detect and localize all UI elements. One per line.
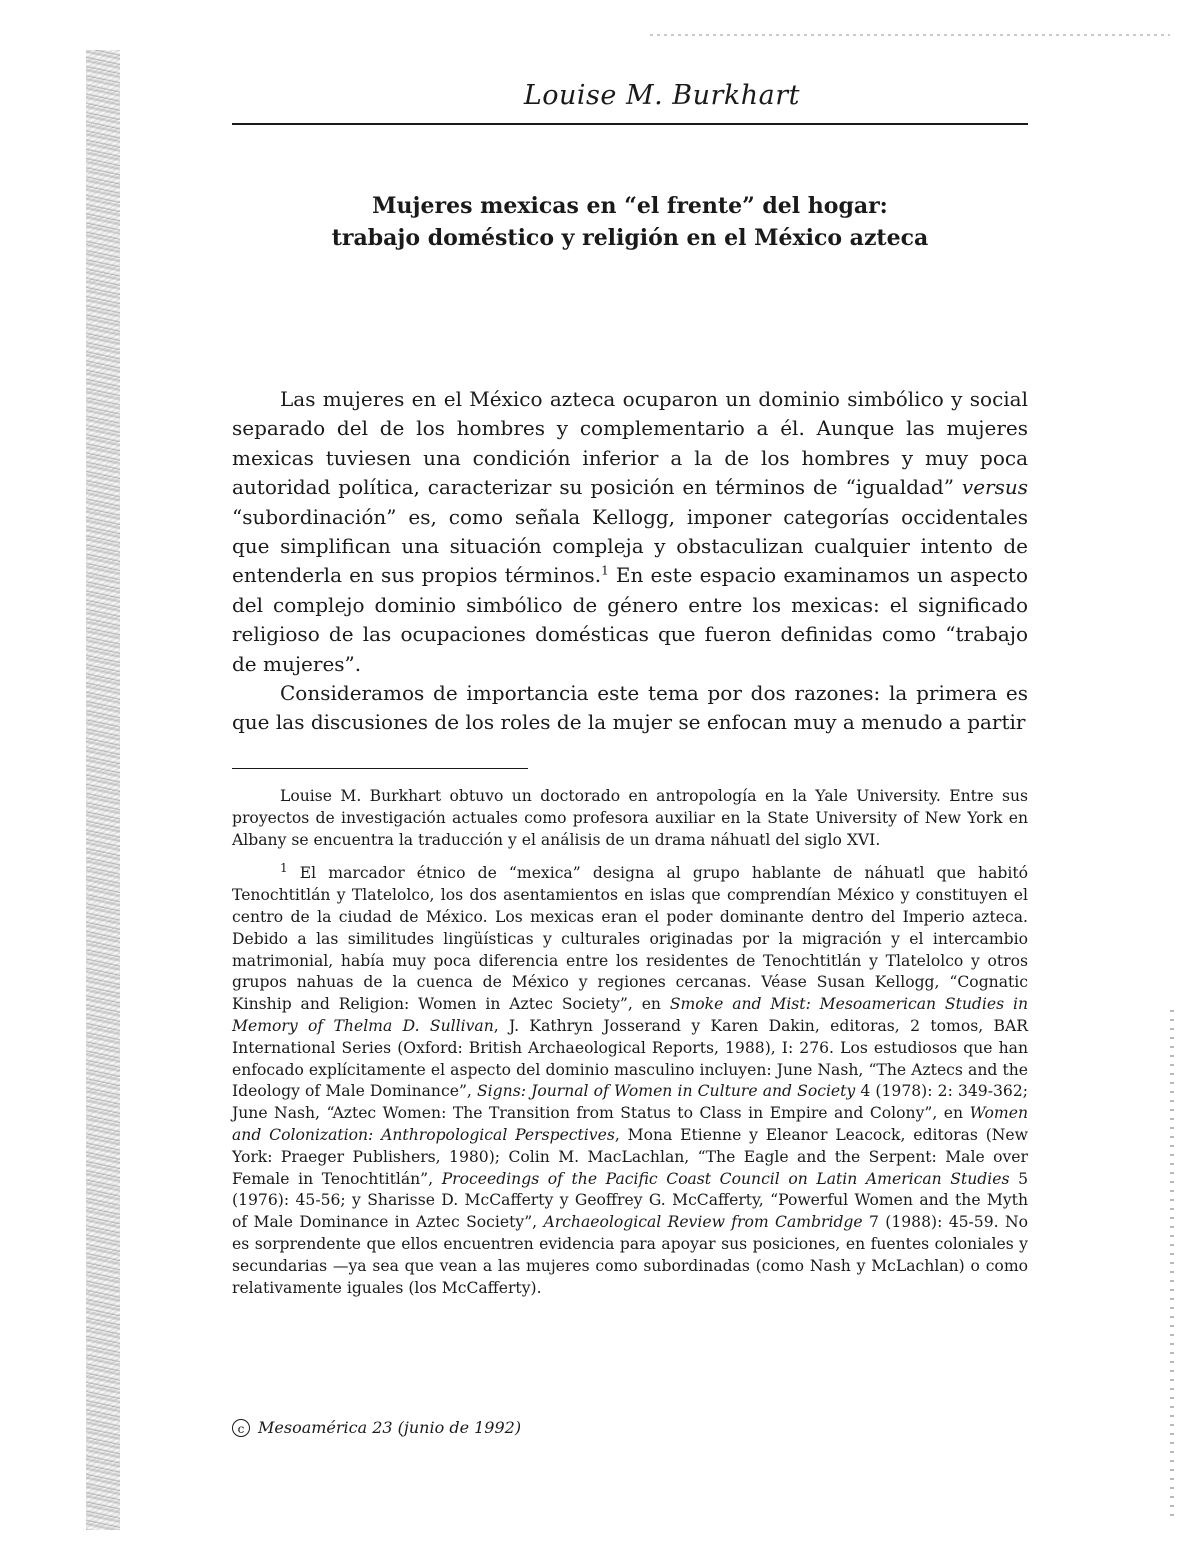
copyright-line (232, 1418, 521, 1437)
italic-versus: versus (961, 475, 1028, 500)
footnote-1-marker: 1 (280, 861, 288, 876)
body-paragraph-1: Las mujeres en el México azteca ocuparon un dominio simbólico y social separado del de los hombres y complementario a él. Aunque las mujeres mexicas tuviesen una condición inferior a la de los hombres y muy poca autoridad política, caracterizar su posición en términos de “igualdad” versus “subordinación” es, como señala Kellogg, imponer categorías occidentales que simplifican una situación compleja y obstaculizan cualquier intento de entenderla en sus propios términos.$^1$ En este espacio examinamos un aspecto del complejo dominio simbólico de género entre los mexicas: el significado religioso de las ocupaciones domésticas que fueron definidas como “trabajo de mujeres”. (232, 387, 1029, 676)
scan-noise-right (1170, 1010, 1174, 1520)
title-line-2: trabajo doméstico y religión en el México azteca (331, 225, 929, 251)
article-title (232, 190, 1028, 254)
scan-binding-edge (86, 50, 120, 1530)
scan-noise-top (650, 34, 1170, 36)
header-rule (232, 123, 1028, 125)
body-paragraph-2: Consideramos de importancia este tema por dos razones: la primera es que las discusiones de los roles de la mujer se enfocan muy a menudo a partir (232, 681, 1028, 735)
footnote-ref-1: 1 (601, 563, 609, 578)
footnote-1: $^1$ El marcador étnico de “mexica” designa al grupo hablante de náhuatl que habitó Tenochtitlán y Tlatelolco, los dos asentamientos en islas que comprendían México y constituyen el centro de la ciudad de México. Los mexicas eran el poder dominante dentro del Imperio azteca. Debido a las similitudes lingüísticas y culturales originadas por la migración y el intercambio matrimonial, había muy poca diferencia entre los residentes de Tenochtitlán y Tlatelolco y otros grupos nahuas de la cuenca de México y regiones cercanas. Véase Susan Kellogg, “Cognatic Kinship and Religion: Women in Aztec Society”, en Smoke and Mist: Mesoamerican Studies in Memory of Thelma D. Sullivan, J. Kathryn Josserand y Karen Dakin, editoras, 2 tomos, BAR International Series (Oxford: British Archaeological Reports, 1988), I: 276. Los estudiosos que han enfocado explícitamente el aspecto del dominio masculino incluyen: June Nash, “The Aztecs and the Ideology of Male Dominance”, Signs: Journal of Women in Culture and Society 4 (1978): 2: 349-362; June Nash, “Aztec Women: The Transition from Status to Class in Empire and Colony”, en Women and Colonization: Anthropological Perspectives, Mona Etienne y Eleanor Leacock, editoras (New York: Praeger Publishers, 1980); Colin M. MacLachlan, “The Eagle and the Serpent: Male over Female in Tenochtitlán”, Proceedings of the Pacific Coast Council on Latin American Studies 5 (1976): 45-56; y Sharisse D. McCafferty y Geoffrey G. McCafferty, “Powerful Women and the Myth of Male Dominance in Aztec Society”, Archaeological Review from Cambridge 7 (1988): 45-59. No es sorprendente que ellos encuentren evidencia para apoyar sus posiciones, en fuentes coloniales y secundarias —ya sea que vean a las mujeres como subordinadas (como Nash y McLachlan) o como relativamente iguales (los McCafferty). (232, 861, 1028, 1297)
author-note: Louise M. Burkhart obtuvo un doctorado en antropología en la Yale University. Entre sus proyectos de investigación actuales como profesora auxiliar en la State University of New York en Albany se encuentra la traducción y el análisis de un drama náhuatl del siglo XVI. (232, 787, 1028, 849)
running-head: Louise M. Burkhart (523, 80, 800, 111)
title-line-1: Mujeres mexicas en “el frente” del hogar: (372, 193, 888, 219)
footnotes (232, 786, 1028, 1311)
footnote-separator (232, 768, 528, 769)
journal-citation: Mesoamérica 23 (junio de 1992) (258, 1418, 522, 1437)
copyright-icon: c (232, 1419, 250, 1437)
article-body (232, 385, 1028, 738)
